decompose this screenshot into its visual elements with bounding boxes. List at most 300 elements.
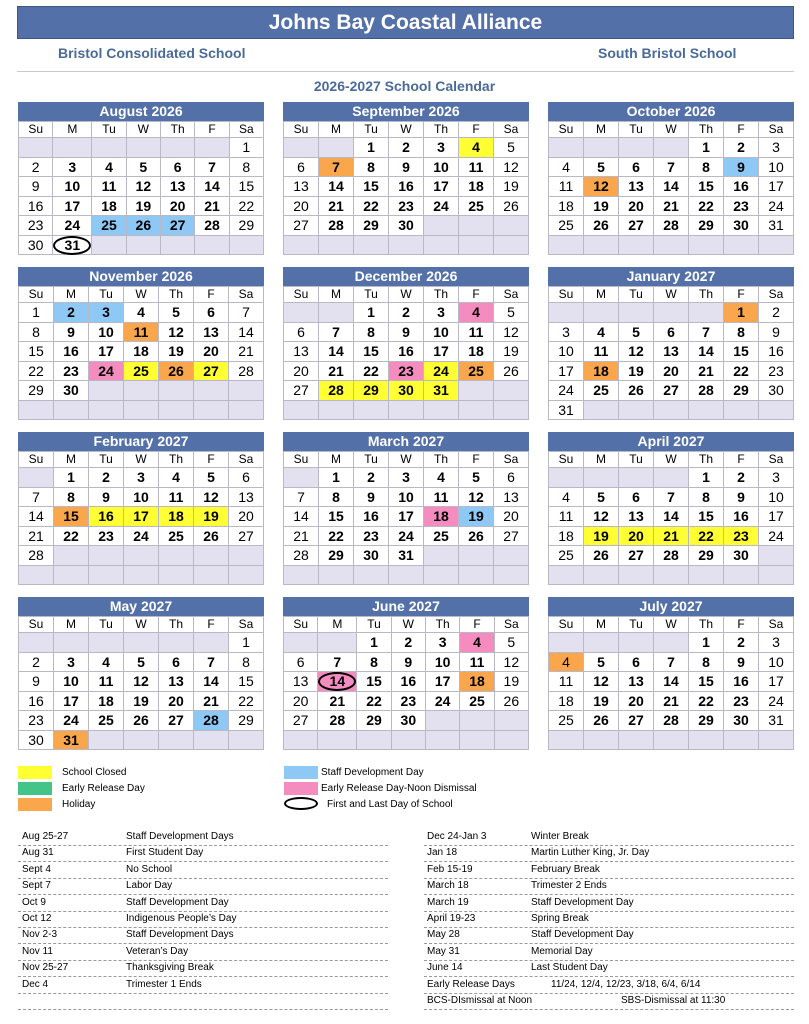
day-cell: 26 <box>584 711 619 731</box>
day-cell: 18 <box>459 177 494 197</box>
day-cell: 30 <box>19 731 54 751</box>
day-cell: 3 <box>124 468 159 488</box>
empty-day-cell <box>654 468 689 488</box>
empty-day-cell <box>619 731 654 751</box>
day-cell: 9 <box>19 177 53 197</box>
weekday-header: Sa <box>759 287 794 303</box>
day-cell: 8 <box>357 653 391 673</box>
empty-day-cell <box>549 731 584 751</box>
day-cell: 10 <box>53 177 92 197</box>
empty-day-cell <box>159 633 194 653</box>
legend-label-early: Early Release Day <box>62 783 145 794</box>
day-cell: 15 <box>230 177 264 197</box>
month-grid <box>283 286 529 420</box>
empty-day-cell <box>724 731 759 751</box>
day-cell: 8 <box>229 653 264 673</box>
day-cell: 19 <box>619 362 654 382</box>
month-november-2026 <box>18 267 264 420</box>
day-cell: 11 <box>424 488 459 508</box>
day-cell: 22 <box>354 197 389 217</box>
empty-day-cell <box>494 216 529 236</box>
empty-day-cell <box>54 566 89 586</box>
day-cell: 14 <box>19 507 54 527</box>
weekday-header: Th <box>426 617 460 633</box>
empty-day-cell <box>654 731 689 751</box>
day-cell: 6 <box>619 488 654 508</box>
weekday-header: Th <box>689 287 724 303</box>
month-grid <box>548 616 794 750</box>
day-cell: 6 <box>161 158 195 178</box>
empty-day-cell <box>194 546 229 566</box>
event-description: Trimester 2 Ends <box>531 880 607 892</box>
day-cell: 16 <box>54 342 89 362</box>
day-cell: 25 <box>459 362 494 382</box>
empty-day-cell <box>159 546 194 566</box>
day-cell: 24 <box>759 527 794 547</box>
day-cell: 20 <box>194 342 229 362</box>
day-cell: 24 <box>389 527 424 547</box>
day-cell: 3 <box>426 633 460 653</box>
day-cell: 26 <box>494 197 529 217</box>
day-cell: 25 <box>460 692 494 712</box>
day-cell: 28 <box>318 711 357 731</box>
day-cell: 21 <box>319 362 354 382</box>
day-cell: 16 <box>724 507 759 527</box>
day-cell: 14 <box>319 342 354 362</box>
event-date: March 19 <box>427 896 469 908</box>
month-june-2027 <box>283 597 529 750</box>
day-cell: 4 <box>89 653 124 673</box>
day-cell: 29 <box>354 381 389 401</box>
day-cell: 13 <box>161 177 195 197</box>
day-cell: 19 <box>495 672 529 692</box>
empty-day-cell <box>424 401 459 421</box>
day-cell: 21 <box>195 197 229 217</box>
day-cell: 27 <box>619 711 654 731</box>
month-title: May 2027 <box>18 597 264 616</box>
event-rule <box>18 878 388 879</box>
day-cell: 29 <box>229 711 264 731</box>
day-cell: 6 <box>194 303 229 323</box>
day-cell: 9 <box>354 488 389 508</box>
month-october-2026 <box>548 102 794 255</box>
day-cell: 8 <box>354 323 389 343</box>
day-cell: 8 <box>689 653 724 673</box>
day-cell: 8 <box>689 158 724 178</box>
event-rule <box>424 894 794 895</box>
event-description: Spring Break <box>531 913 589 924</box>
day-cell: 2 <box>354 468 389 488</box>
day-cell: 23 <box>19 216 53 236</box>
month-grid <box>283 121 529 255</box>
day-cell: 16 <box>724 672 759 692</box>
day-cell: 3 <box>389 468 424 488</box>
weekday-header: Sa <box>495 617 529 633</box>
day-cell: 31 <box>424 381 459 401</box>
day-cell: 19 <box>194 507 229 527</box>
empty-day-cell <box>460 731 494 751</box>
day-cell: 7 <box>195 158 229 178</box>
day-cell: 30 <box>389 381 424 401</box>
empty-day-cell <box>194 731 229 751</box>
day-cell: 24 <box>549 381 584 401</box>
day-cell: 22 <box>54 527 89 547</box>
weekday-header: F <box>724 617 759 633</box>
day-cell: 7 <box>319 158 354 178</box>
weekday-header: W <box>654 287 689 303</box>
day-cell: 31 <box>549 401 584 421</box>
event-date: Sept 4 <box>22 863 51 875</box>
day-cell: 9 <box>724 488 759 508</box>
day-cell: 8 <box>230 158 264 178</box>
day-cell: 20 <box>619 692 654 712</box>
empty-day-cell <box>159 731 194 751</box>
day-cell: 18 <box>460 672 494 692</box>
day-cell: 26 <box>619 381 654 401</box>
weekday-header: M <box>584 452 619 468</box>
day-cell: 3 <box>54 653 89 673</box>
weekday-header: Su <box>549 617 584 633</box>
empty-day-cell <box>724 401 759 421</box>
month-september-2026 <box>283 102 529 255</box>
day-cell: 7 <box>284 488 319 508</box>
day-cell: 18 <box>549 692 584 712</box>
day-cell: 10 <box>759 488 794 508</box>
day-cell: 30 <box>724 216 759 236</box>
day-cell: 11 <box>92 177 126 197</box>
day-cell: 16 <box>19 197 53 217</box>
empty-day-cell <box>689 236 724 256</box>
empty-day-cell <box>459 381 494 401</box>
empty-day-cell <box>89 546 124 566</box>
empty-day-cell <box>549 138 584 158</box>
day-cell: 27 <box>284 216 319 236</box>
month-april-2027 <box>548 432 794 585</box>
weekday-header: F <box>459 122 494 138</box>
weekday-header: M <box>53 122 92 138</box>
day-cell: 19 <box>584 692 619 712</box>
empty-day-cell <box>354 236 389 256</box>
day-cell: 17 <box>759 507 794 527</box>
day-cell: 4 <box>460 633 494 653</box>
weekday-header: M <box>54 287 89 303</box>
day-cell: 1 <box>19 303 54 323</box>
day-cell: 4 <box>584 323 619 343</box>
empty-day-cell <box>494 546 529 566</box>
day-cell: 22 <box>230 197 264 217</box>
month-title: April 2027 <box>548 432 794 451</box>
day-cell: 6 <box>284 323 319 343</box>
day-cell: 25 <box>459 197 494 217</box>
day-cell: 30 <box>389 216 424 236</box>
day-cell: 31 <box>54 731 89 751</box>
weekday-header: W <box>389 287 424 303</box>
day-cell: 3 <box>549 323 584 343</box>
event-rule <box>424 943 794 944</box>
day-cell: 16 <box>354 507 389 527</box>
day-cell: 30 <box>759 381 794 401</box>
day-cell: 15 <box>689 507 724 527</box>
day-cell: 13 <box>284 177 319 197</box>
weekday-header: M <box>54 452 89 468</box>
month-grid <box>548 451 794 585</box>
day-cell: 13 <box>619 177 654 197</box>
day-cell: 7 <box>689 323 724 343</box>
empty-day-cell <box>689 303 724 323</box>
day-cell: 9 <box>389 158 424 178</box>
day-cell: 13 <box>284 672 318 692</box>
day-cell: 29 <box>319 546 354 566</box>
event-description: Trimester 1 Ends <box>126 978 202 990</box>
event-rule <box>424 1009 794 1010</box>
day-cell: 12 <box>494 323 529 343</box>
day-cell: 21 <box>654 197 689 217</box>
weekday-header: F <box>724 452 759 468</box>
empty-day-cell <box>19 566 54 586</box>
day-cell: 26 <box>584 216 619 236</box>
weekday-header: M <box>318 617 357 633</box>
event-date: Early Release Days <box>427 978 515 990</box>
weekday-header: Tu <box>89 287 124 303</box>
day-cell: 20 <box>619 197 654 217</box>
day-cell: 27 <box>194 362 229 382</box>
empty-day-cell <box>494 236 529 256</box>
day-cell: 17 <box>759 177 794 197</box>
empty-day-cell <box>92 138 126 158</box>
day-cell: 1 <box>357 633 391 653</box>
event-description: Veteran’s Day <box>126 945 189 957</box>
weekday-header: W <box>389 452 424 468</box>
event-date: Nov 11 <box>22 945 53 957</box>
empty-day-cell <box>549 236 584 256</box>
day-cell: 19 <box>127 197 161 217</box>
weekday-header: Sa <box>229 287 264 303</box>
event-description: Indigenous People’s Day <box>126 913 237 924</box>
empty-day-cell <box>424 216 459 236</box>
weekday-header: Sa <box>759 452 794 468</box>
empty-day-cell <box>460 711 494 731</box>
event-rule <box>424 993 794 994</box>
day-cell: 9 <box>389 323 424 343</box>
day-cell: 24 <box>89 362 124 382</box>
empty-day-cell <box>354 401 389 421</box>
day-cell: 11 <box>159 488 194 508</box>
day-cell: 16 <box>759 342 794 362</box>
empty-day-cell <box>494 566 529 586</box>
day-cell: 15 <box>354 177 389 197</box>
day-cell: 2 <box>759 303 794 323</box>
empty-day-cell <box>689 731 724 751</box>
day-cell: 5 <box>584 653 619 673</box>
day-cell: 5 <box>584 488 619 508</box>
empty-day-cell <box>53 138 92 158</box>
empty-day-cell <box>724 566 759 586</box>
first-last-day-ring: 31 <box>53 236 91 255</box>
day-cell: 19 <box>494 342 529 362</box>
month-title: March 2027 <box>283 432 529 451</box>
weekday-header: Tu <box>89 617 124 633</box>
day-cell: 31 <box>389 546 424 566</box>
day-cell: 3 <box>759 633 794 653</box>
weekday-header: Sa <box>494 122 529 138</box>
day-cell: 7 <box>654 653 689 673</box>
event-date: March 18 <box>427 880 469 892</box>
day-cell: 30 <box>724 546 759 566</box>
event-rule <box>18 960 388 961</box>
event-rule <box>424 927 794 928</box>
weekday-header: F <box>194 452 229 468</box>
day-cell: 21 <box>654 527 689 547</box>
event-rule <box>18 1009 388 1010</box>
footer-bcs-dismissal: BCS-DIsmissal at Noon <box>427 995 533 1006</box>
day-cell: 4 <box>549 488 584 508</box>
day-cell: 28 <box>195 216 229 236</box>
day-cell: 14 <box>284 507 319 527</box>
day-cell: 5 <box>194 468 229 488</box>
day-cell: 23 <box>724 692 759 712</box>
day-cell: 2 <box>392 633 426 653</box>
day-cell: 19 <box>124 692 159 712</box>
south-bristol-label: South Bristol School <box>598 45 737 61</box>
day-cell: 26 <box>494 362 529 382</box>
day-cell: 29 <box>19 381 54 401</box>
day-cell: 7 <box>194 653 229 673</box>
day-cell: 5 <box>495 633 529 653</box>
day-cell: 1 <box>230 138 264 158</box>
day-cell: 7 <box>19 488 54 508</box>
day-cell: 30 <box>19 236 53 256</box>
empty-day-cell <box>89 566 124 586</box>
day-cell: 20 <box>229 507 264 527</box>
empty-day-cell <box>54 633 89 653</box>
month-title: August 2026 <box>18 102 264 121</box>
empty-day-cell <box>689 401 724 421</box>
event-rule <box>424 845 794 846</box>
day-cell: 15 <box>357 672 391 692</box>
day-cell: 22 <box>354 362 389 382</box>
day-cell: 15 <box>354 342 389 362</box>
empty-day-cell <box>194 566 229 586</box>
day-cell: 23 <box>724 197 759 217</box>
day-cell: 5 <box>459 468 494 488</box>
weekday-header: W <box>389 122 424 138</box>
weekday-header: Th <box>689 617 724 633</box>
day-cell: 31 <box>759 711 794 731</box>
legend-ring-icon <box>284 797 318 810</box>
event-rule <box>18 943 388 944</box>
weekday-header: W <box>124 452 159 468</box>
day-cell: 3 <box>759 138 794 158</box>
day-cell: 16 <box>19 692 54 712</box>
event-description: Staff Development Days <box>126 831 234 842</box>
day-cell: 21 <box>689 362 724 382</box>
day-cell: 24 <box>124 527 159 547</box>
day-cell: 5 <box>584 158 619 178</box>
weekday-header: F <box>724 287 759 303</box>
day-cell: 21 <box>284 527 319 547</box>
empty-day-cell <box>689 566 724 586</box>
day-cell: 12 <box>584 672 619 692</box>
day-cell: 10 <box>124 488 159 508</box>
day-cell: 24 <box>54 711 89 731</box>
day-cell: 16 <box>389 342 424 362</box>
day-cell: 10 <box>89 323 124 343</box>
day-cell: 18 <box>92 197 126 217</box>
day-cell: 2 <box>724 633 759 653</box>
empty-day-cell <box>89 401 124 421</box>
weekday-header: W <box>392 617 426 633</box>
empty-day-cell <box>389 566 424 586</box>
event-date: Dec 24-Jan 3 <box>427 831 487 842</box>
day-cell: 27 <box>161 216 195 236</box>
day-cell: 6 <box>494 468 529 488</box>
day-cell: 12 <box>159 323 194 343</box>
day-cell: 6 <box>229 468 264 488</box>
weekday-header: Sa <box>230 122 264 138</box>
day-cell: 5 <box>619 323 654 343</box>
legend-swatch-holiday <box>18 798 52 811</box>
event-description: Staff Development Day <box>126 896 229 908</box>
legend-swatch-noon <box>284 782 318 795</box>
day-cell: 28 <box>654 216 689 236</box>
weekday-header: Th <box>689 122 724 138</box>
day-cell: 24 <box>424 362 459 382</box>
legend-swatch-early <box>18 782 52 795</box>
empty-day-cell <box>318 633 357 653</box>
month-title: February 2027 <box>18 432 264 451</box>
day-cell: 1 <box>724 303 759 323</box>
day-cell: 20 <box>619 527 654 547</box>
day-cell: 31 <box>759 216 794 236</box>
weekday-header: Su <box>19 287 54 303</box>
empty-day-cell <box>724 236 759 256</box>
day-cell: 10 <box>424 158 459 178</box>
day-cell: 15 <box>689 177 724 197</box>
day-cell: 19 <box>584 527 619 547</box>
empty-day-cell <box>549 468 584 488</box>
legend-label-closed: School Closed <box>62 767 127 778</box>
day-cell: 1 <box>319 468 354 488</box>
day-cell: 28 <box>319 381 354 401</box>
day-cell: 17 <box>424 177 459 197</box>
day-cell: 7 <box>654 158 689 178</box>
empty-day-cell <box>159 566 194 586</box>
empty-day-cell <box>584 401 619 421</box>
empty-day-cell <box>357 731 391 751</box>
header-divider <box>17 71 794 72</box>
month-title: September 2026 <box>283 102 529 121</box>
day-cell: 5 <box>494 303 529 323</box>
day-cell: 14 <box>689 342 724 362</box>
empty-day-cell <box>19 633 54 653</box>
day-cell: 3 <box>759 468 794 488</box>
weekday-header: Th <box>689 452 724 468</box>
empty-day-cell <box>194 401 229 421</box>
weekday-header: F <box>460 617 494 633</box>
day-cell: 9 <box>19 672 54 692</box>
weekday-header: Tu <box>354 452 389 468</box>
day-cell: 15 <box>689 672 724 692</box>
day-cell: 3 <box>424 138 459 158</box>
day-cell: 19 <box>584 197 619 217</box>
day-cell: 28 <box>689 381 724 401</box>
day-cell: 23 <box>392 692 426 712</box>
event-rule <box>18 911 388 912</box>
legend-label-ring: First and Last Day of School <box>327 799 453 810</box>
empty-day-cell <box>759 401 794 421</box>
weekday-header: W <box>654 452 689 468</box>
day-cell: 24 <box>426 692 460 712</box>
